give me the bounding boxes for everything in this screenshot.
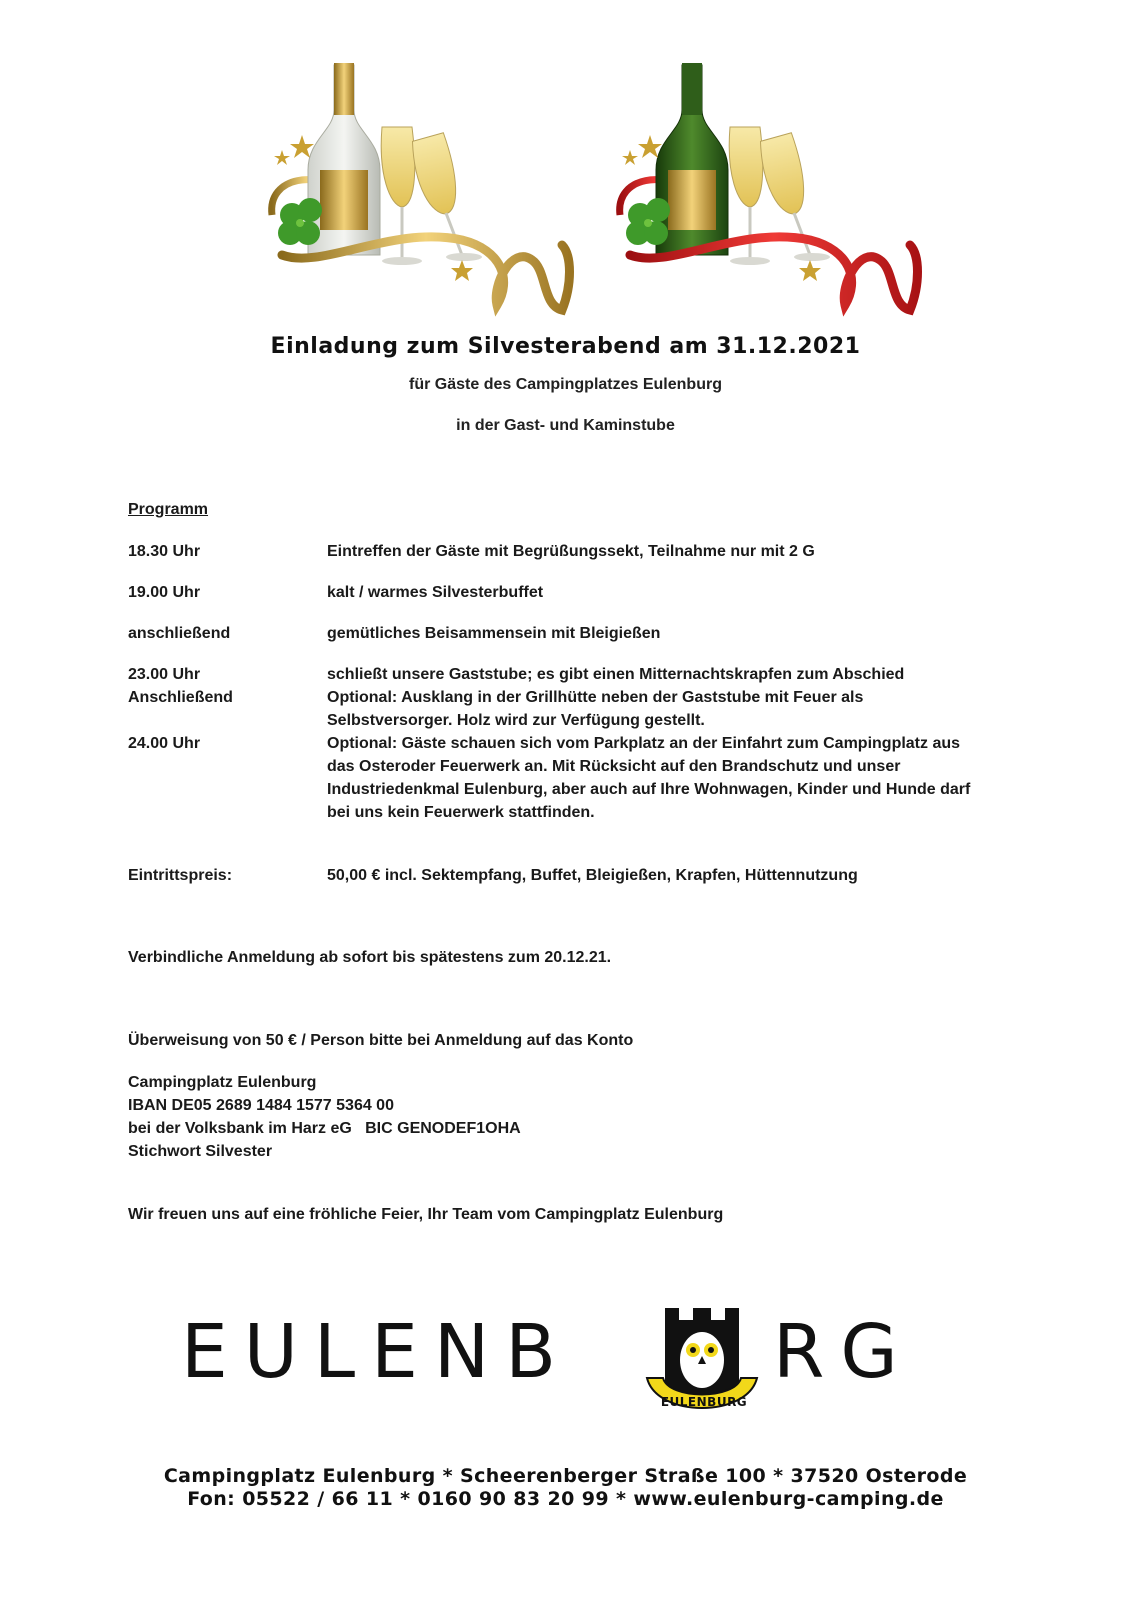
program-time: 23.00 Uhr bbox=[128, 666, 201, 683]
program-text: kalt / warmes Silvesterbuffet bbox=[327, 584, 544, 601]
eulenburg-logo bbox=[175, 1300, 955, 1430]
champagne-gold-ribbon-illustration bbox=[262, 55, 582, 320]
account-reference: Stichwort Silvester bbox=[128, 1143, 273, 1160]
program-time: anschließend bbox=[128, 625, 231, 642]
program-text: Optional: Gäste schauen sich vom Parkplatz an der Einfahrt zum Campingplatz aus das Osteroder Feuerwerk an. Mit Rücksicht auf den Brandschutz und unser Industriedenkmal Eulenburg, aber auch auf Ihre Wohnwagen, Kinder und Hunde darf bei uns kein Feuerwerk stattfinden. bbox=[327, 735, 971, 821]
subtitle-guests: für Gäste des Campingplatzes Eulenburg bbox=[409, 376, 722, 393]
program-heading: Programm bbox=[128, 501, 209, 518]
account-bank: bei der Volksbank im Harz eG BIC GENODEF1OHA bbox=[128, 1120, 521, 1137]
program-time: 18.30 Uhr bbox=[128, 543, 201, 560]
footer-contact: Fon: 05522 / 66 11 * 0160 90 83 20 99 * www.eulenburg-camping.de bbox=[187, 1488, 944, 1510]
account-iban: IBAN DE05 2689 1484 1577 5364 00 bbox=[128, 1097, 394, 1114]
registration-note: Verbindliche Anmeldung ab sofort bis spätestens zum 20.12.21. bbox=[128, 949, 612, 966]
champagne-red-ribbon-illustration bbox=[610, 55, 930, 320]
program-time: 24.00 Uhr bbox=[128, 735, 201, 752]
logo-badge-text: EULENBURG bbox=[660, 1395, 748, 1409]
program-text: Optional: Ausklang in der Grillhütte neben der Gaststube mit Feuer als Selbstversorger. Holz wird zur Verfügung gestellt. bbox=[327, 689, 864, 729]
program-text: schließt unsere Gaststube; es gibt einen Mitternachtskrapfen zum Abschied bbox=[327, 666, 905, 683]
program-time: Anschließend bbox=[128, 689, 233, 706]
account-holder: Campingplatz Eulenburg bbox=[128, 1074, 317, 1091]
price-value: 50,00 € incl. Sektempfang, Buffet, Bleigießen, Krapfen, Hüttennutzung bbox=[327, 867, 858, 884]
closing-text: Wir freuen uns auf eine fröhliche Feier, Ihr Team vom Campingplatz Eulenburg bbox=[128, 1206, 724, 1223]
program-text: Eintreffen der Gäste mit Begrüßungssekt, Teilnahme nur mit 2 G bbox=[327, 543, 815, 560]
program-time: 19.00 Uhr bbox=[128, 584, 201, 601]
footer-address: Campingplatz Eulenburg * Scheerenberger Straße 100 * 37520 Osterode bbox=[163, 1465, 968, 1487]
subtitle-location: in der Gast- und Kaminstube bbox=[456, 417, 675, 434]
page-title: Einladung zum Silvesterabend am 31.12.2021 bbox=[270, 334, 861, 359]
logo-text-left: EULENB bbox=[181, 1309, 573, 1395]
logo-text-right: RG bbox=[773, 1309, 914, 1395]
transfer-intro: Überweisung von 50 € / Person bitte bei Anmeldung auf das Konto bbox=[128, 1032, 634, 1049]
program-text: gemütliches Beisammensein mit Bleigießen bbox=[327, 625, 661, 642]
price-label: Eintrittspreis: bbox=[128, 867, 233, 884]
